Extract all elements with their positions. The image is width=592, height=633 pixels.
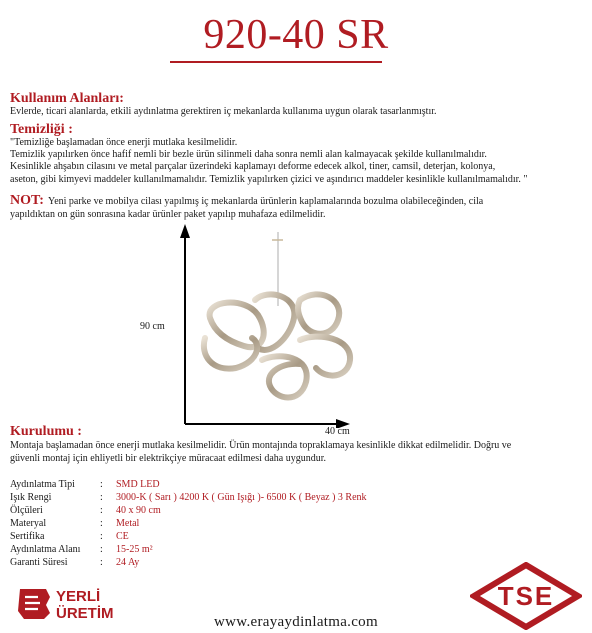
pendant-lamp-rings xyxy=(204,294,350,397)
cleaning-heading: Temizliği : xyxy=(10,122,73,137)
tse-text: TSE xyxy=(497,581,555,611)
spec-colon: : xyxy=(100,557,103,568)
spec-colon: : xyxy=(100,518,103,529)
cleaning-text xyxy=(10,137,592,186)
spec-value: CE xyxy=(116,531,129,542)
height-arrow-head xyxy=(180,224,190,238)
website-url[interactable]: www.erayaydinlatma.com xyxy=(214,614,378,630)
note-heading: NOT: xyxy=(10,193,44,208)
spec-value: 15-25 m² xyxy=(116,544,153,555)
spec-colon: : xyxy=(100,492,103,503)
spec-label: Materyal xyxy=(10,518,47,529)
installation-heading: Kurulumu : xyxy=(10,424,82,439)
cleaning-line: aseton, gibi kimyevi maddeler kullanılmamalıdır. Temizlik yapılırken çizici ve aşındırıcı maddeler kesinlikle kullanılmamalıdır. " xyxy=(10,173,528,185)
note-line2: yapıldıktan on gün sonrasına kadar ürünler paket yapılıp muhafaza edilmelidir. xyxy=(10,209,326,220)
installation-line1: Montaja başlamadan önce enerji mutlaka kesilmelidir. Ürün montajında topraklamaya kesinlikle dikkat edilmelidir. Doğru ve xyxy=(10,440,512,451)
spec-colon: : xyxy=(100,479,103,490)
installation-line2: güvenli montaj için ehliyetli bir elektrikçiye müracaat edilmesi daha uygundur. xyxy=(10,453,327,464)
spec-colon: : xyxy=(100,531,103,542)
spec-colon: : xyxy=(100,544,103,555)
spec-label: Ölçüleri xyxy=(10,505,43,516)
usage-text: Evlerde, ticari alanlarda, etkili aydınlatma gerektiren iç mekanlarda kullanıma uygun olarak tasarlanmıştır. xyxy=(10,106,437,117)
spec-colon: : xyxy=(100,505,103,516)
spec-value: SMD LED xyxy=(116,479,160,490)
local-line2: ÜRETİM xyxy=(56,605,114,622)
cleaning-line: Kesinlikle ahşabın cilasını ve metal parçalar üzerindeki kaplamayı deforme edecek alkol, tiner, camsil, deterjan, kolonya, xyxy=(10,161,496,173)
product-title: 920-40 SR xyxy=(203,12,389,58)
local-line1: YERLİ xyxy=(56,588,101,605)
usage-heading: Kullanım Alanları: xyxy=(10,91,124,106)
spec-value: 40 x 90 cm xyxy=(116,505,161,516)
height-dimension-label: 90 cm xyxy=(140,321,165,332)
spec-label: Aydınlatma Alanı xyxy=(10,544,81,555)
spec-label: Sertifika xyxy=(10,531,45,542)
spec-label: Garanti Süresi xyxy=(10,557,68,568)
spec-label: Işık Rengi xyxy=(10,492,52,503)
spec-value: Metal xyxy=(116,518,140,529)
cleaning-line: "Temizliğe başlamadan önce enerji mutlaka kesilmelidir. xyxy=(10,137,238,148)
width-dimension-label: 40 cm xyxy=(325,426,350,437)
spec-value: 24 Ay xyxy=(116,557,140,568)
title-underline xyxy=(170,61,382,63)
product-diagram xyxy=(0,218,592,428)
note-line1: Yeni parke ve mobilya cilası yapılmış iç mekanlarda ürünlerin kaplamalarında bozulma olabileceğinden, cila xyxy=(47,196,484,207)
note-block xyxy=(10,193,590,209)
spec-value: 3000-K ( Sarı ) 4200 K ( Gün Işığı )- 6500 K ( Beyaz ) 3 Renk xyxy=(116,492,367,503)
cleaning-line: Temizlik yapılırken önce hafif nemli bir bezle ürün silinmeli daha sonra nemli alan kalmayacak şekilde kullanılmalıdır. xyxy=(10,149,487,161)
spec-label: Aydınlatma Tipi xyxy=(10,479,75,490)
